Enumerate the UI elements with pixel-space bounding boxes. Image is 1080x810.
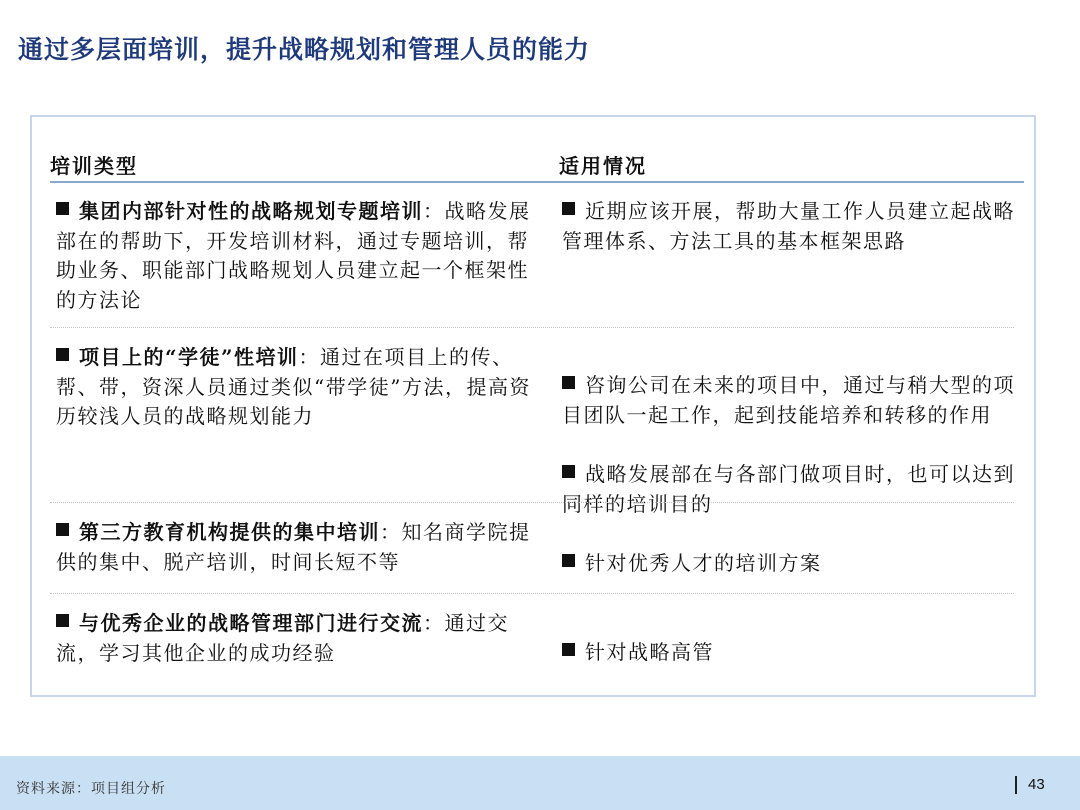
row-divider bbox=[50, 327, 1014, 328]
row-2-type bbox=[56, 343, 536, 432]
row-1-type bbox=[56, 197, 536, 315]
row-3-applicability bbox=[562, 549, 1032, 579]
row-divider bbox=[50, 593, 1014, 594]
row-2-applicability-item-2: 战略发展部在与各部门做项目时，也可以达到同样的培训目的 bbox=[562, 462, 1015, 516]
row-3-type-title: 第三方教育机构提供的集中培训 bbox=[79, 520, 380, 544]
page-number: 43 bbox=[1028, 776, 1045, 793]
square-bullet-icon bbox=[562, 202, 575, 215]
square-bullet-icon bbox=[562, 376, 575, 389]
row-3-type bbox=[56, 518, 536, 577]
row-2-applicability-1 bbox=[562, 371, 1032, 430]
row-2-type-title: 项目上的“学徒”性培训 bbox=[79, 345, 299, 369]
column-header-applicability: 适用情况 bbox=[559, 154, 647, 178]
training-table bbox=[30, 115, 1036, 697]
row-2-applicability-item-1: 咨询公司在未来的项目中，通过与稍大型的项目团队一起工作，起到技能培养和转移的作用 bbox=[562, 373, 1015, 427]
source-note: 资料来源：项目组分析 bbox=[16, 781, 166, 797]
row-1-type-title: 集团内部针对性的战略规划专题培训 bbox=[79, 199, 423, 223]
row-1-applicability-item-1: 近期应该开展，帮助大量工作人员建立起战略管理体系、方法工具的基本框架思路 bbox=[562, 199, 1015, 253]
square-bullet-icon bbox=[56, 523, 69, 536]
square-bullet-icon bbox=[562, 643, 575, 656]
row-4-type bbox=[56, 609, 536, 668]
row-divider bbox=[50, 502, 1014, 503]
page-title: 通过多层面培训，提升战略规划和管理人员的能力 bbox=[18, 35, 591, 64]
row-3-type-desc: ：知名商学院提供的集中、脱产培训，时间长短不等 bbox=[56, 520, 531, 574]
row-3-applicability-item-1: 针对优秀人才的培训方案 bbox=[585, 551, 822, 575]
row-4-type-title: 与优秀企业的战略管理部门进行交流 bbox=[79, 611, 423, 635]
square-bullet-icon bbox=[56, 614, 69, 627]
square-bullet-icon bbox=[562, 465, 575, 478]
square-bullet-icon bbox=[56, 348, 69, 361]
row-2-type-desc: ：通过在项目上的传、帮、带，资深人员通过类似“带学徒”方法，提高资历较浅人员的战略规划能力 bbox=[56, 345, 531, 428]
row-2-applicability-2 bbox=[562, 460, 1032, 519]
row-4-applicability bbox=[562, 638, 1032, 668]
row-4-applicability-item-1: 针对战略高管 bbox=[585, 640, 714, 664]
header-divider bbox=[50, 181, 1024, 183]
page-separator bbox=[1015, 776, 1017, 794]
footer-bar bbox=[0, 756, 1080, 810]
row-1-type-desc: ：战略发展部在的帮助下，开发培训材料，通过专题培训，帮助业务、职能部门战略规划人员建立起一个框架性的方法论 bbox=[56, 199, 531, 312]
row-1-applicability bbox=[562, 197, 1032, 256]
row-4-type-desc: ：通过交流，学习其他企业的成功经验 bbox=[56, 611, 509, 665]
column-header-type: 培训类型 bbox=[50, 154, 138, 178]
square-bullet-icon bbox=[56, 202, 69, 215]
square-bullet-icon bbox=[562, 554, 575, 567]
